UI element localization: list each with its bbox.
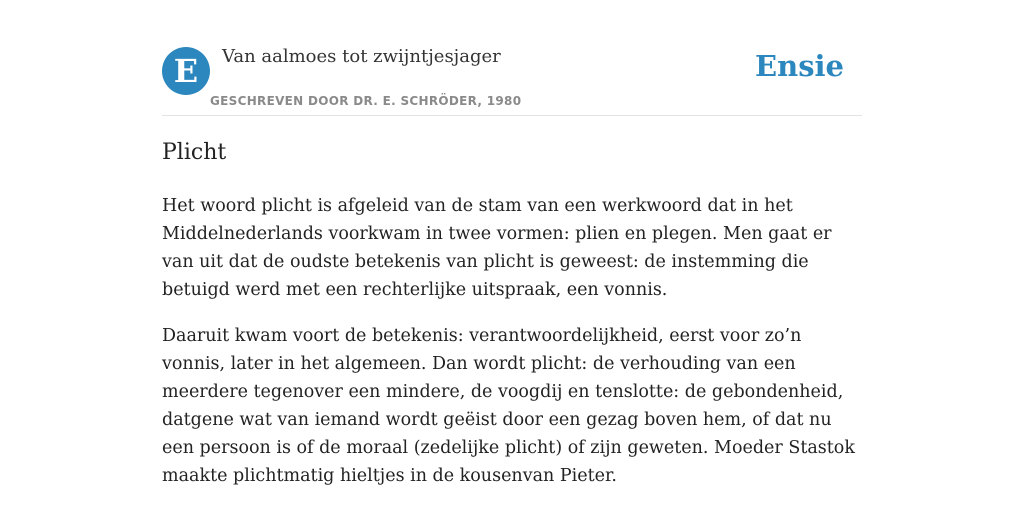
entry-title: Plicht [162, 140, 227, 165]
book-title-link[interactable]: Van aalmoes tot zwijntjesjager [222, 46, 501, 67]
entry-body [162, 192, 862, 508]
page-header [162, 44, 862, 116]
paragraph-1: Het woord plicht is afgeleid van de stam van een werkwoord dat in het Middelnederlands voorkwam in twee vormen: plien en plegen. Men gaat er van uit dat de oudste betekenis van plicht is geweest: de instemming die betuigd werd met een rechterlijke uitspraak, een vonnis. [162, 196, 832, 300]
encyclopedia-logo-icon[interactable]: E [162, 47, 210, 95]
brand-logo-link[interactable]: Ensie [755, 49, 844, 83]
paragraph-2: Daaruit kwam voort de betekenis: verantwoordelijkheid, eerst voor zo’n vonnis, later in het algemeen. Dan wordt plicht: de verhouding van een meerdere tegenover een mindere, de voogdij en tenslotte: de gebondenheid, datgene wat van iemand wordt geëist door een gezag boven hem, of dat nu een persoon is of de moraal (zedelijke plicht) of zijn geweten. Moeder Stastok maakte plichtmatig hieltjes in de kousenvan Pieter. [162, 326, 855, 486]
author-byline: GESCHREVEN DOOR DR. E. SCHRÖDER, 1980 [210, 94, 522, 108]
